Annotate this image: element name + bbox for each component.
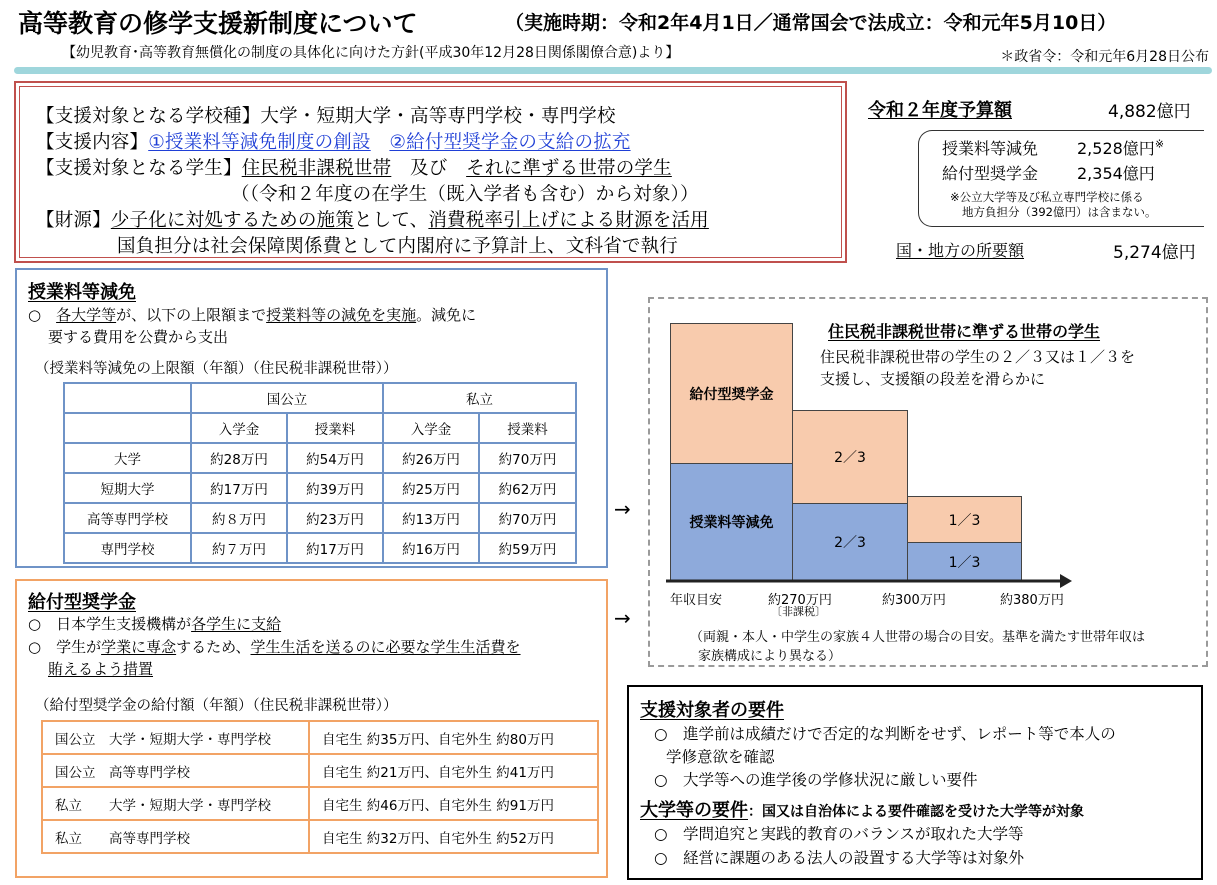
budget-total: 4,882億円 (1108, 102, 1191, 122)
scholarship-bar-full: 給付型奨学金 (670, 323, 793, 464)
scholarship-line-2: ○ 学生が学業に専念するため、学生生活を送るのに必要な学生生活費を (28, 638, 521, 656)
amount-cell: 自宅生 約35万円、自宅外生 約80万円 (309, 721, 598, 754)
recipient-requirements-title: 支援対象者の要件 (640, 700, 784, 721)
content-tuition-link: ①授業料等減免制度の創設 (148, 132, 371, 153)
budget-title: 令和２年度予算額 (868, 100, 1012, 121)
chart-description: 住民税非課税世帯の学生の２／３又は１／３を 支援し、支援額の段差を滑らかに (820, 348, 1136, 388)
budget-tuition-label: 授業料等減免 (942, 139, 1039, 158)
page-title: 高等教育の修学支援新制度について (18, 9, 418, 38)
row-label: 短期大学 (64, 473, 191, 503)
requirement-item-4: ○ 経営に課題のある法人の設置する大学等は対象外 (654, 849, 1025, 867)
right-arrow-icon: → (614, 606, 631, 630)
scholarship-section-title: 給付型奨学金 (28, 592, 136, 613)
header-tuition: 授業料 (479, 413, 576, 443)
requirement-item-1: ○ 進学前は成績だけで否定的な判断をせず、レポート等で本人の (654, 725, 1116, 743)
x-tick-270: 約270万円 (768, 593, 832, 608)
header-national: 国公立 (191, 383, 383, 413)
header-divider (14, 67, 1212, 74)
table-row: 専門学校 約７万円 約17万円 約16万円 約59万円 (64, 533, 576, 563)
x-tick-270-sub: 〔非課税〕 (771, 605, 826, 618)
amount-cell: 自宅生 約21万円、自宅外生 約41万円 (309, 754, 598, 787)
scholarship-amount-table (41, 720, 599, 854)
row-label: 専門学校 (64, 533, 191, 563)
requirement-item-1-cont: 学修意欲を確認 (666, 748, 775, 766)
chart-footnote-1: （両親・本人・中学生の家族４人世帯の場合の目安。基準を満たす世帯年収は (690, 630, 1146, 645)
x-axis-origin-label: 年収目安 (670, 593, 723, 608)
scholarship-table-caption: （給付型奨学金の給付額（年額）（住民税非課税世帯）） (35, 698, 398, 714)
tuition-limit-table (63, 382, 577, 564)
summary-box (14, 81, 847, 263)
school-type-cell: 国公立 大学・短期大学・専門学校 (42, 721, 309, 754)
scholarship-line-1: ○ 日本学生支援機構が各学生に支給 (28, 615, 282, 633)
header-tuition: 授業料 (287, 413, 383, 443)
x-tick-380: 約380万円 (1000, 593, 1064, 608)
budget-scholarship-label: 給付型奨学金 (942, 164, 1039, 183)
amount-cell: 自宅生 約32万円、自宅外生 約52万円 (309, 820, 598, 853)
tuition-section-title: 授業料等減免 (28, 282, 136, 303)
target-students-line: 【支援対象となる学生】住民税非課税世帯 及び それに準ずる世帯の学生 (36, 158, 672, 179)
funding-note: 国負担分は社会保障関係費として内閣府に予算計上、文科省で執行 (117, 236, 679, 257)
right-arrow-icon: → (614, 497, 631, 521)
table-header-row (64, 383, 576, 413)
header-entrance: 入学金 (383, 413, 479, 443)
budget-scholarship-value: 2,354億円 (1077, 164, 1155, 183)
required-amount-value: 5,274億円 (1113, 243, 1196, 263)
school-type-cell: 私立 高等専門学校 (42, 820, 309, 853)
tuition-bar-two-thirds: 2／3 (792, 503, 908, 581)
table-row (42, 820, 598, 853)
school-types-line: 【支援対象となる学校種】大学・短期大学・高等専門学校・専門学校 (36, 106, 616, 127)
target-students-note: （（令和２年度の在学生（既入学者も含む）から対象）） (231, 184, 699, 205)
tuition-line-2: 要する費用を公費から支出 (48, 328, 229, 346)
chart-footnote-2: 家族構成により異なる） (698, 649, 842, 664)
table-row: 高等専門学校 約８万円 約23万円 約13万円 約70万円 (64, 503, 576, 533)
tuition-bar-full: 授業料等減免 (670, 463, 793, 581)
table-row: 大学 約28万円 約54万円 約26万円 約70万円 (64, 443, 576, 473)
header-private: 私立 (383, 383, 576, 413)
policy-note: 【幼児教育･高等教育無償化の制度の具体化に向けた方針(平成30年12月28日関係閣僚合意)より】 (62, 45, 680, 61)
budget-note-1: ※公立大学等及び私立専門学校に係る (950, 190, 1144, 204)
chart-title: 住民税非課税世帯に準ずる世帯の学生 (828, 322, 1101, 341)
school-type-cell: 国公立 高等専門学校 (42, 754, 309, 787)
content-scholarship-link: ②給付型奨学金の支給の拡充 (389, 132, 631, 153)
scholarship-bar-two-thirds: 2／3 (792, 410, 908, 504)
scholarship-line-3: 賄えるよう措置 (48, 660, 154, 678)
tuition-table-caption: （授業料等減免の上限額（年額）（住民税非課税世帯）） (35, 361, 398, 377)
table-row (42, 754, 598, 787)
budget-note-2: 地方負担分（392億円）は含まない。 (962, 205, 1157, 219)
table-row (42, 787, 598, 820)
ordinance-note: ＊政省令：令和元年6月28日公布 (1000, 49, 1209, 65)
amount-cell: 自宅生 約46万円、自宅外生 約91万円 (309, 787, 598, 820)
school-type-cell: 私立 大学・短期大学・専門学校 (42, 787, 309, 820)
support-content-line: 【支援内容】①授業料等減免制度の創設 ②給付型奨学金の支給の拡充 (36, 132, 631, 153)
row-label: 大学 (64, 443, 191, 473)
header-entrance: 入学金 (191, 413, 287, 443)
university-requirements-line: 大学等の要件：国又は自治体による要件確認を受けた大学等が対象 (640, 800, 1084, 821)
requirement-item-2: ○ 大学等への進学後の学修状況に厳しい要件 (654, 771, 978, 789)
tuition-bar-one-third: 1／3 (907, 542, 1022, 581)
scholarship-bar-one-third: 1／3 (907, 496, 1022, 543)
x-tick-300: 約300万円 (882, 593, 946, 608)
requirement-item-3: ○ 学問追究と実践的教育のバランスが取れた大学等 (654, 825, 1024, 843)
required-amount-label: 国・地方の所要額 (896, 241, 1025, 260)
university-requirements-title: 大学等の要件 (640, 800, 748, 821)
table-row: 短期大学 約17万円 約39万円 約25万円 約62万円 (64, 473, 576, 503)
funding-line: 【財源】少子化に対処するための施策として、消費税率引上げによる財源を活用 (36, 210, 709, 231)
table-subheader-row (64, 413, 576, 443)
implementation-period: （実施時期：令和2年4月1日／通常国会で法成立：令和元年5月10日） (505, 12, 1117, 34)
tuition-line-1: ○ 各大学等が、以下の上限額まで授業料等の減免を実施。減免に (28, 306, 477, 324)
table-row (42, 721, 598, 754)
budget-tuition-value: 2,528億円※ (1077, 137, 1165, 158)
row-label: 高等専門学校 (64, 503, 191, 533)
